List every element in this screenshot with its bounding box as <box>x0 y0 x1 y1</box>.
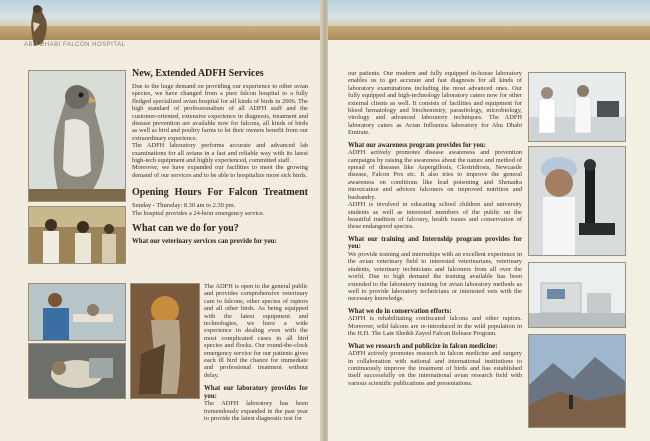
paragraph-training: We provide training and internships with an excellent experience in the avian veterinary field to interested veterinarians, veterinary students, veterinary technicians and falconers from all over the world. Due to high demand the training available has been extended to the laboratory training for avian laboratory methods as well to provide laboratory technicians or interested vets with the necessary knowledge. <box>348 250 522 303</box>
subheading-conservation: What we do in conservation efforts: <box>348 307 452 315</box>
text-emergency: The hospital provides a 24-hour emergency service. <box>132 209 265 217</box>
brand-text: ABU DHABI FALCON HOSPITAL <box>24 42 126 48</box>
paragraph-research: ADFH actively promotes research in falcon medicine and surgery in collaboration with national and international institutions to continuously improve the treatment of birds and has established itself successfully on the international avian research field with various scientific publications and presentations. <box>348 350 522 387</box>
subheading-laboratory: What our laboratory provides for you: <box>204 385 308 400</box>
hooded-falcon-photo <box>130 283 200 399</box>
paragraph-services-intro: Due to the huge demand on providing our experience to other avian species, we have changed from a pure falcon hospital to a fully fledged specialized avian hospital for all kinds of birds in 2006. The high standard of professionalism of all ADFH staff and the customer-oriented, extensive experience in diagnosis, treatment and disease prevention are available now for falcons, all kinds of birds as well as bird and poultry farms to let their owners benefit from our extraordinary experience. <box>132 83 308 142</box>
subheading-veterinary: What our veterinary services can provide for you: <box>132 238 277 246</box>
subheading-awareness: What our awareness program provides for you: <box>348 141 486 149</box>
left-text-upper <box>132 68 308 246</box>
paragraph-awareness: ADFH actively promotes disease awareness and prevention campaigns by raising the awareness about the nature and method of spread of diseases like Aspergillosis, Clostridiosis, Newcastle disease, Falcon Pox etc. It also tries to improve the general awareness on conditions like lead poisoning and Shenadra intoxication and advices falconers on improved nutrition and husbandry. <box>348 149 522 201</box>
paragraph-laboratory-intro: The ADFH laboratory has been tremendously expanded in the past year to provide the latest diagnostic test for <box>204 400 308 423</box>
lab-equipment-photo <box>528 262 626 328</box>
right-text <box>348 70 522 387</box>
subheading-training: What our training and Internship program provides for you: <box>348 235 522 251</box>
mountain-release-photo <box>528 334 626 428</box>
subheading-research: What we research and publicize in falcon medicine: <box>348 342 498 350</box>
left-text-lower <box>204 283 308 423</box>
heading-what-can-we-do: What can we do for you? <box>132 223 239 235</box>
paragraph-conservation: ADFH is rehabilitating confiscated falcons and other raptors. Moreover, wild falcons are re-introduced in the wild population in the H.H. The Late Sheikh Zayed Falcon Release Program. <box>348 315 522 338</box>
desert-banner-right <box>328 0 650 40</box>
microscope-photo <box>528 146 626 256</box>
falcon-treatment-photo <box>28 343 126 399</box>
lab-staff-photo <box>528 72 626 142</box>
paragraph-veterinary: The ADFH is open to the general public and provides comprehensive veterinary care to falcons, other species of raptors and all other birds. As being equipped with the latest equipment and technologies, we have a wide experience in dealing even with the most complicated cases in all bird species and flocks. Our round-the-clock emergency service for our patients gives each ill bird the chance for immediate and professional treatment without delay. <box>204 283 308 379</box>
paragraph-lab-continued: our patients. Our modern and fully equipped in-house laboratory enables us to get accurate and fast diagnosis for all kinds of laboratory examinations including the most advanced ones. Our fully equipped and high-technology laboratory caters now for other external clients as well. It consists of facilities and equipment for blood hematology and biochemistry, parasitology, microbiology, virology and advanced laboratory techniques. The ADFH laboratory caters as Avian Influenza laboratory for Abu Dhabi Emirate. <box>348 70 522 137</box>
falconers-photo <box>28 206 126 264</box>
paragraph-education: ADFH is involved in educating school children and university students as well as interested members of the public on the beautiful tradition of falconry, health issues and conservation of these endangered species. <box>348 201 522 231</box>
right-page <box>328 0 650 441</box>
heading-opening-hours: Opening Hours For Falcon Treatment <box>132 187 308 199</box>
left-page <box>0 0 322 441</box>
falcon-portrait-photo <box>28 70 126 202</box>
paragraph-facilities: Moreover, we have expanded our facilities to meet the growing demand of our services and to be able to hospitalize more sick birds. <box>132 164 308 179</box>
heading-new-services: New, Extended ADFH Services <box>132 68 264 79</box>
text-hours: Sunday - Thursday: 8.30 am to 2.30 pm. <box>132 202 236 210</box>
paragraph-laboratory: The ADFH laboratory performs accurate and advanced lab examinations for all avians in a fast and reliable way with its latest high-tech equipment and highly experienced, committed staff. <box>132 142 308 165</box>
vet-examining-photo <box>28 283 126 341</box>
